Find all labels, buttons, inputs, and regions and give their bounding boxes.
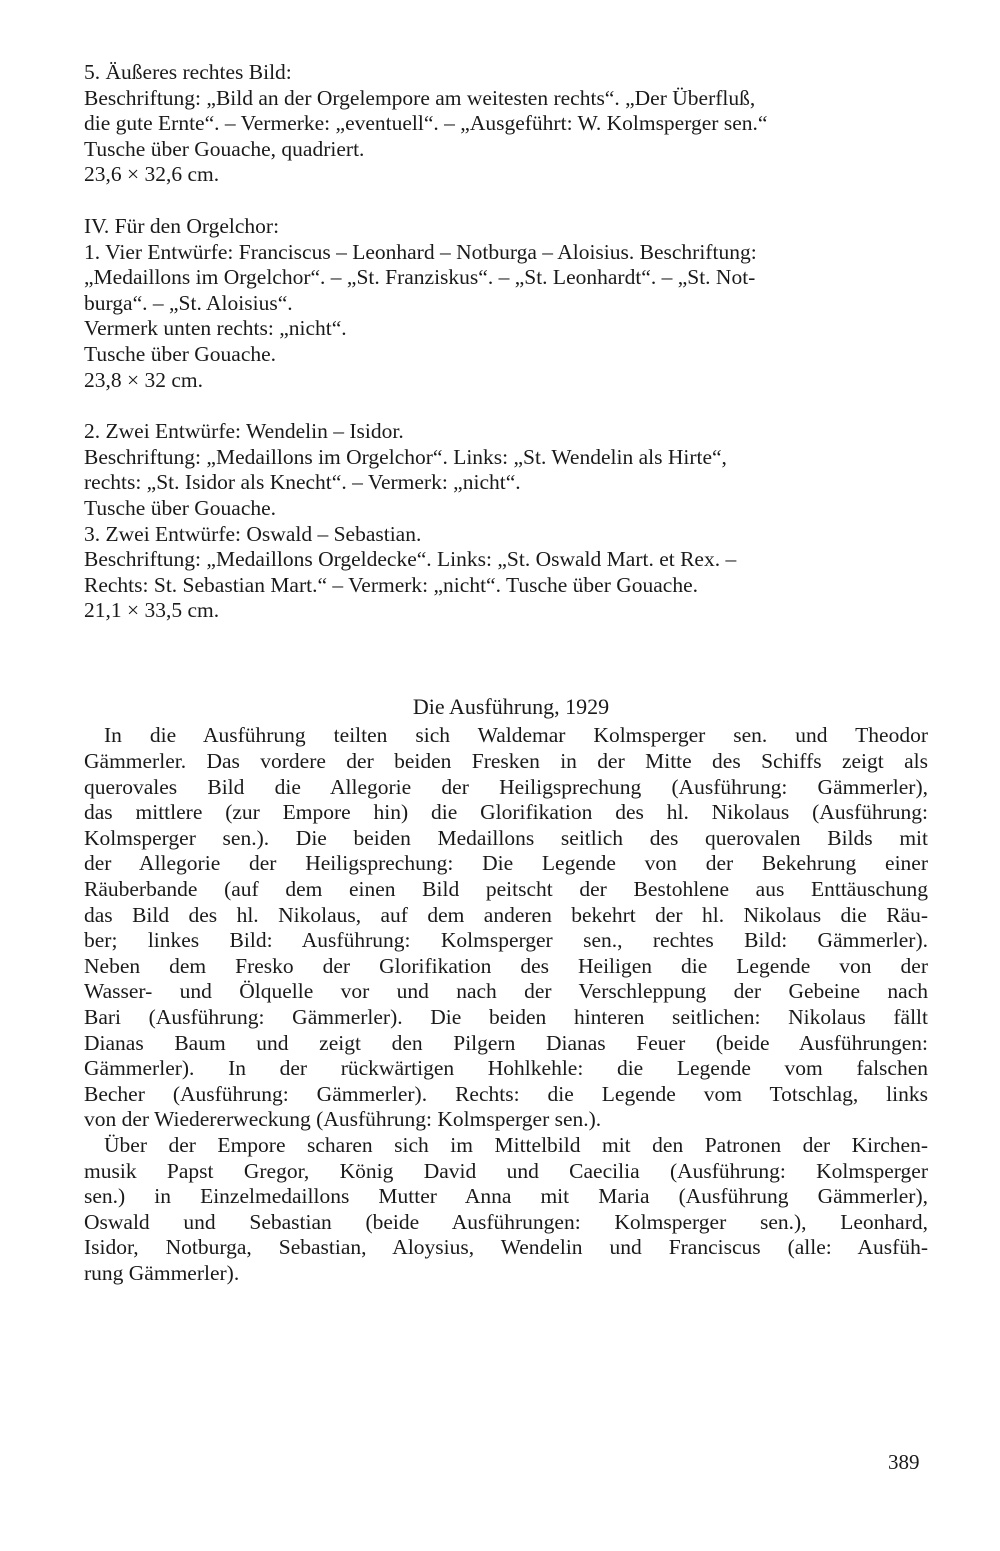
text-line: rechts: „St. Isidor als Knecht“. – Vermerk: „nicht“. — [84, 470, 521, 495]
text-line: rung Gämmerler). — [84, 1260, 240, 1285]
text-line: 23,6 × 32,6 cm. — [84, 162, 220, 187]
text-line: „Medaillons im Orgelchor“. – „St. Franziskus“. – „St. Leonhardt“. – „St. Not- — [84, 265, 756, 290]
text-line: Dianas Baum und zeigt den Pilgern Dianas Feuer (beide Ausführungen: — [84, 1030, 928, 1055]
text-line: 5. Äußeres rechtes Bild: — [84, 60, 292, 84]
text-line: die gute Ernte“. – Vermerke: „eventuell“. – „Ausgeführt: W. Kolmsperger sen.“ — [84, 111, 768, 136]
text-line: Bari (Ausführung: Gämmerler). Die beiden hinteren seitlichen: Nikolaus fällt — [84, 1005, 928, 1029]
text-line: 2. Zwei Entwürfe: Wendelin – Isidor. — [84, 419, 404, 444]
text-line: 3. Zwei Entwürfe: Oswald – Sebastian. — [84, 521, 422, 546]
chapter-heading: Die Ausführung, 1929 — [412, 693, 610, 719]
text-line: Beschriftung: „Medaillons Orgeldecke“. Links: „St. Oswald Mart. et Rex. – — [84, 547, 737, 572]
text-line: der Allegorie der Heiligsprechung: Die Legende von der Bekehrung einer — [84, 851, 928, 876]
catalog-entry-5 — [84, 60, 928, 188]
text-line: Beschriftung: „Bild an der Orgelempore am weitesten rechts“. „Der Überfluß, — [84, 85, 756, 110]
text-line: ber; linkes Bild: Ausführung: Kolmsperger sen., rechtes Bild: Gämmerler). — [84, 928, 928, 953]
text-line: das mittlere (zur Empore hin) die Glorifikation des hl. Nikolaus (Ausführung: — [84, 800, 928, 825]
text-line: 23,8 × 32 cm. — [84, 367, 204, 392]
text-line: musik Papst Gregor, König David und Caecilia (Ausführung: Kolmsperger — [84, 1158, 928, 1183]
text-line: sen.) in Einzelmedaillons Mutter Anna mit Maria (Ausführung Gämmerler), — [84, 1184, 928, 1209]
paragraph-2 — [84, 1133, 928, 1287]
text-line: In die Ausführung teilten sich Waldemar Kolmsperger sen. und Theodor — [104, 723, 928, 748]
text-line: Beschriftung: „Medaillons im Orgelchor“. Links: „St. Wendelin als Hirte“, — [84, 444, 727, 469]
text-line: Becher (Ausführung: Gämmerler). Rechts: die Legende vom Totschlag, links — [84, 1081, 928, 1106]
text-line: Tusche über Gouache. — [84, 495, 277, 520]
catalog-section-iv — [84, 214, 928, 393]
text-line: Neben dem Fresko der Glorifikation des Heiligen die Legende von der — [84, 953, 928, 978]
text-line: Gämmerler). In der rückwärtigen Hohlkehle: die Legende vom falschen — [84, 1056, 928, 1081]
page-number: 389 — [888, 1450, 920, 1474]
text-line: Isidor, Notburga, Sebastian, Aloysius, Wendelin und Franciscus (alle: Ausfüh- — [84, 1235, 928, 1260]
text-line: Oswald und Sebastian (beide Ausführungen: Kolmsperger sen.), Leonhard, — [84, 1209, 928, 1234]
text-line: querovales Bild die Allegorie der Heiligsprechung (Ausführung: Gämmerler), — [84, 774, 928, 799]
text-line: Vermerk unten rechts: „nicht“. — [84, 316, 347, 341]
page-body — [84, 60, 928, 1287]
text-line: 21,1 × 33,5 cm. — [84, 598, 220, 623]
text-line: Tusche über Gouache. — [84, 341, 277, 366]
text-line: das Bild des hl. Nikolaus, auf dem anderen bekehrt der hl. Nikolaus die Räu- — [84, 902, 928, 927]
text-line: von der Wiedererweckung (Ausführung: Kolmsperger sen.). — [84, 1107, 602, 1132]
text-line: Räuberbande (auf dem einen Bild peitscht der Bestohlene aus Enttäuschung — [84, 877, 928, 902]
text-line: Über der Empore scharen sich im Mittelbild mit den Patronen der Kirchen- — [104, 1132, 928, 1157]
text-line: 1. Vier Entwürfe: Franciscus – Leonhard – Notburga – Aloisius. Beschriftung: — [84, 239, 757, 264]
text-line: burga“. – „St. Aloisius“. — [84, 290, 293, 315]
text-line: Kolmsperger sen.). Die beiden Medaillons seitlich des querovalen Bilds mit — [84, 825, 928, 850]
section-heading: IV. Für den Orgelchor: — [84, 213, 280, 238]
text-line: Tusche über Gouache, quadriert. — [84, 136, 365, 161]
text-line: Wasser- und Ölquelle vor und nach der Verschleppung der Gebeine nach — [84, 979, 928, 1004]
text-line: Rechts: St. Sebastian Mart.“ – Vermerk: „nicht“. Tusche über Gouache. — [84, 572, 699, 597]
text-line: Gämmerler. Das vordere der beiden Fresken in der Mitte des Schiffs zeigt als — [84, 749, 928, 774]
catalog-entries-2-3 — [84, 419, 928, 624]
paragraph-1 — [84, 723, 928, 1133]
